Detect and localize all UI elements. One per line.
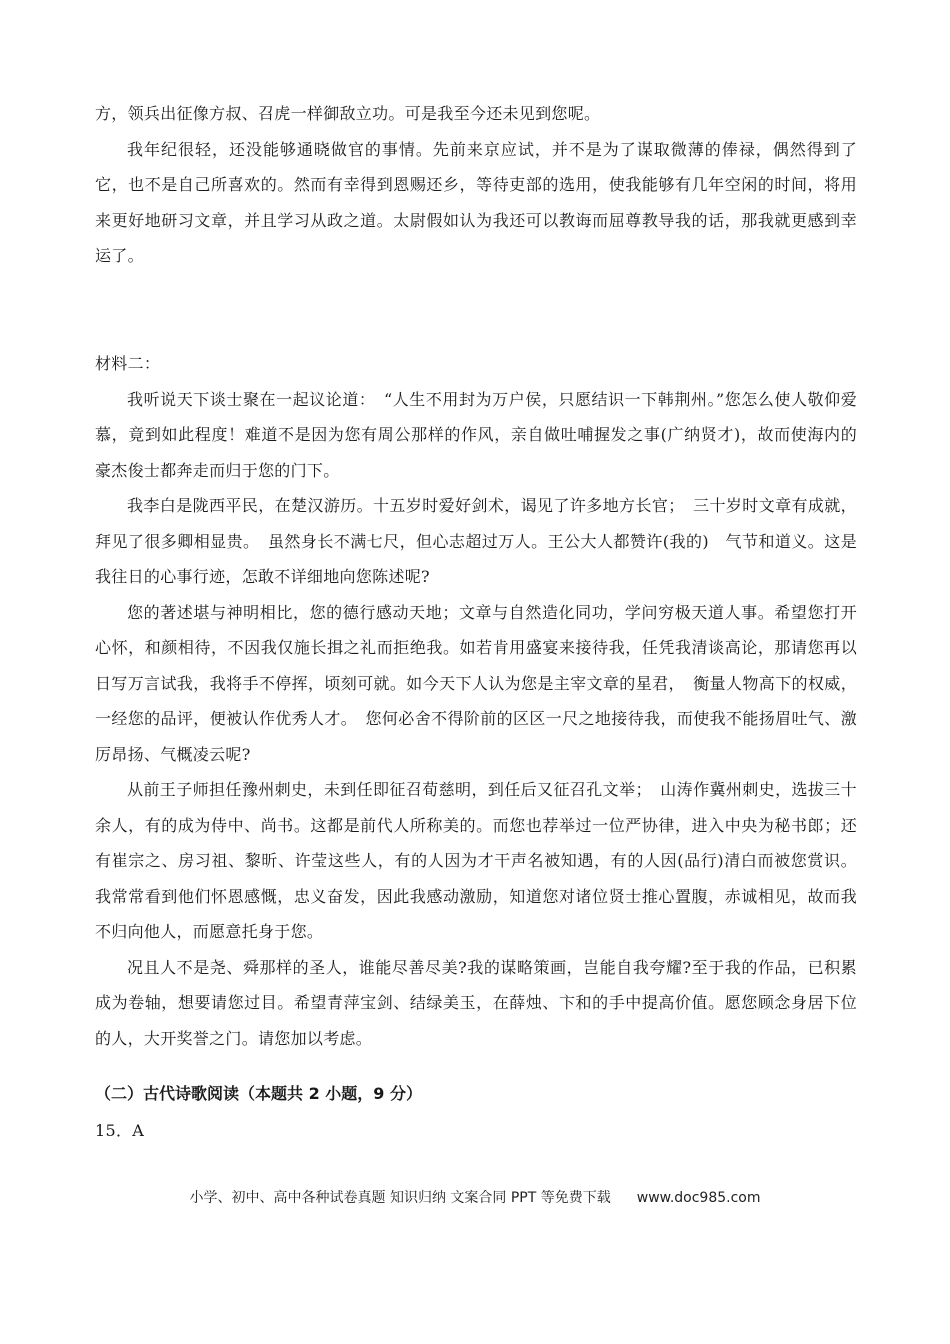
material-two-paragraph-2: 我李白是陇西平民，在楚汉游历。十五岁时爱好剑术，谒见了许多地方长官； 三十岁时文章有成就，拜见了很多卿相显贵。 虽然身长不满七尺，但心志超过万人。王公大人都赞许(我的) 气节和道义。这是我往日的心事行迹，怎敢不详细地向您陈述呢? [95, 496, 857, 586]
passage-one [95, 96, 857, 274]
material-two-paragraph-1: 我听说天下谈士聚在一起议论道： “人生不用封为万户侯，只愿结识一下韩荆州。”您怎么使人敬仰爱慕，竟到如此程度！难道不是因为您有周公那样的作风，亲自做吐哺握发之事(广纳贤才)，故而使海内的豪杰俊士都奔走而归于您的门下。 [95, 389, 857, 480]
answer-block [95, 1113, 857, 1149]
poetry-section [95, 1081, 857, 1104]
material-two-label: 材料二： [95, 354, 161, 373]
material-two [95, 346, 857, 1056]
passage-one-paragraph-1: 方，领兵出征像方叔、召虎一样御敌立功。可是我至今还未见到您呢。 [95, 104, 601, 123]
answer-line: 15．A [95, 1121, 145, 1140]
page-footer [0, 1187, 950, 1207]
material-two-paragraph-3: 您的著述堪与神明相比，您的德行感动天地；文章与自然造化同功，学问穷极天道人事。希望您打开心怀，和颜相待，不因我仅施长揖之礼而拒绝我。如若肯用盛宴来接待我，任凭我清谈高论，那请您再以日写万言试我，我将手不停挥，顷刻可就。如今天下人认为您是主宰文章的星君， 衡量人物高下的权威，一经您的品评，便被认作优秀人才。 您何必舍不得阶前的区区一尺之地接待我，而使我不能扬眉吐气、激厉昂扬、气概凌云呢? [95, 602, 857, 764]
footer-url[interactable]: www.doc985.com [636, 1190, 761, 1206]
material-two-paragraph-5: 况且人不是尧、舜那样的圣人，谁能尽善尽美?我的谋略策画，岂能自我夸耀?至于我的作品，已积累成为卷轴，想要请您过目。希望青萍宝剑、结绿美玉，在薛烛、卞和的手中提高价值。愿您顾念身居下位的人，大开奖誉之门。请您加以考虑。 [95, 957, 857, 1048]
passage-one-paragraph-2: 我年纪很轻，还没能够通晓做官的事情。先前来京应试，并不是为了谋取微薄的俸禄，偶然得到了它，也不是自己所喜欢的。然而有幸得到恩赐还乡，等待吏部的选用，使我能够有几年空闲的时间，将用来更好地研习文章，并且学习从政之道。太尉假如认为我还可以教诲而屈尊教导我的话，那我就更感到幸运了。 [95, 139, 857, 265]
section-heading: （二）古代诗歌阅读（本题共 2 小题，9 分） [95, 1084, 422, 1103]
material-two-paragraph-4: 从前王子师担任豫州刺史，未到任即征召荀慈明，到任后又征召孔文举； 山涛作冀州刺史，选拔三十余人，有的成为侍中、尚书。这都是前代人所称美的。而您也荐举过一位严协律，进入中央为秘书郎；还有崔宗之、房习祖、黎昕、许莹这些人，有的人因为才干声名被知遇，有的人因(品行)清白而被您赏识。我常常看到他们怀恩感慨，忠义奋发，因此我感动激励，知道您对诸位贤士推心置腹，赤诚相见，故而我不归向他人，而愿意托身于您。 [95, 780, 857, 941]
footer-text: 小学、初中、高中各种试卷真题 知识归纳 文案合同 PPT 等免费下载 [189, 1190, 611, 1206]
